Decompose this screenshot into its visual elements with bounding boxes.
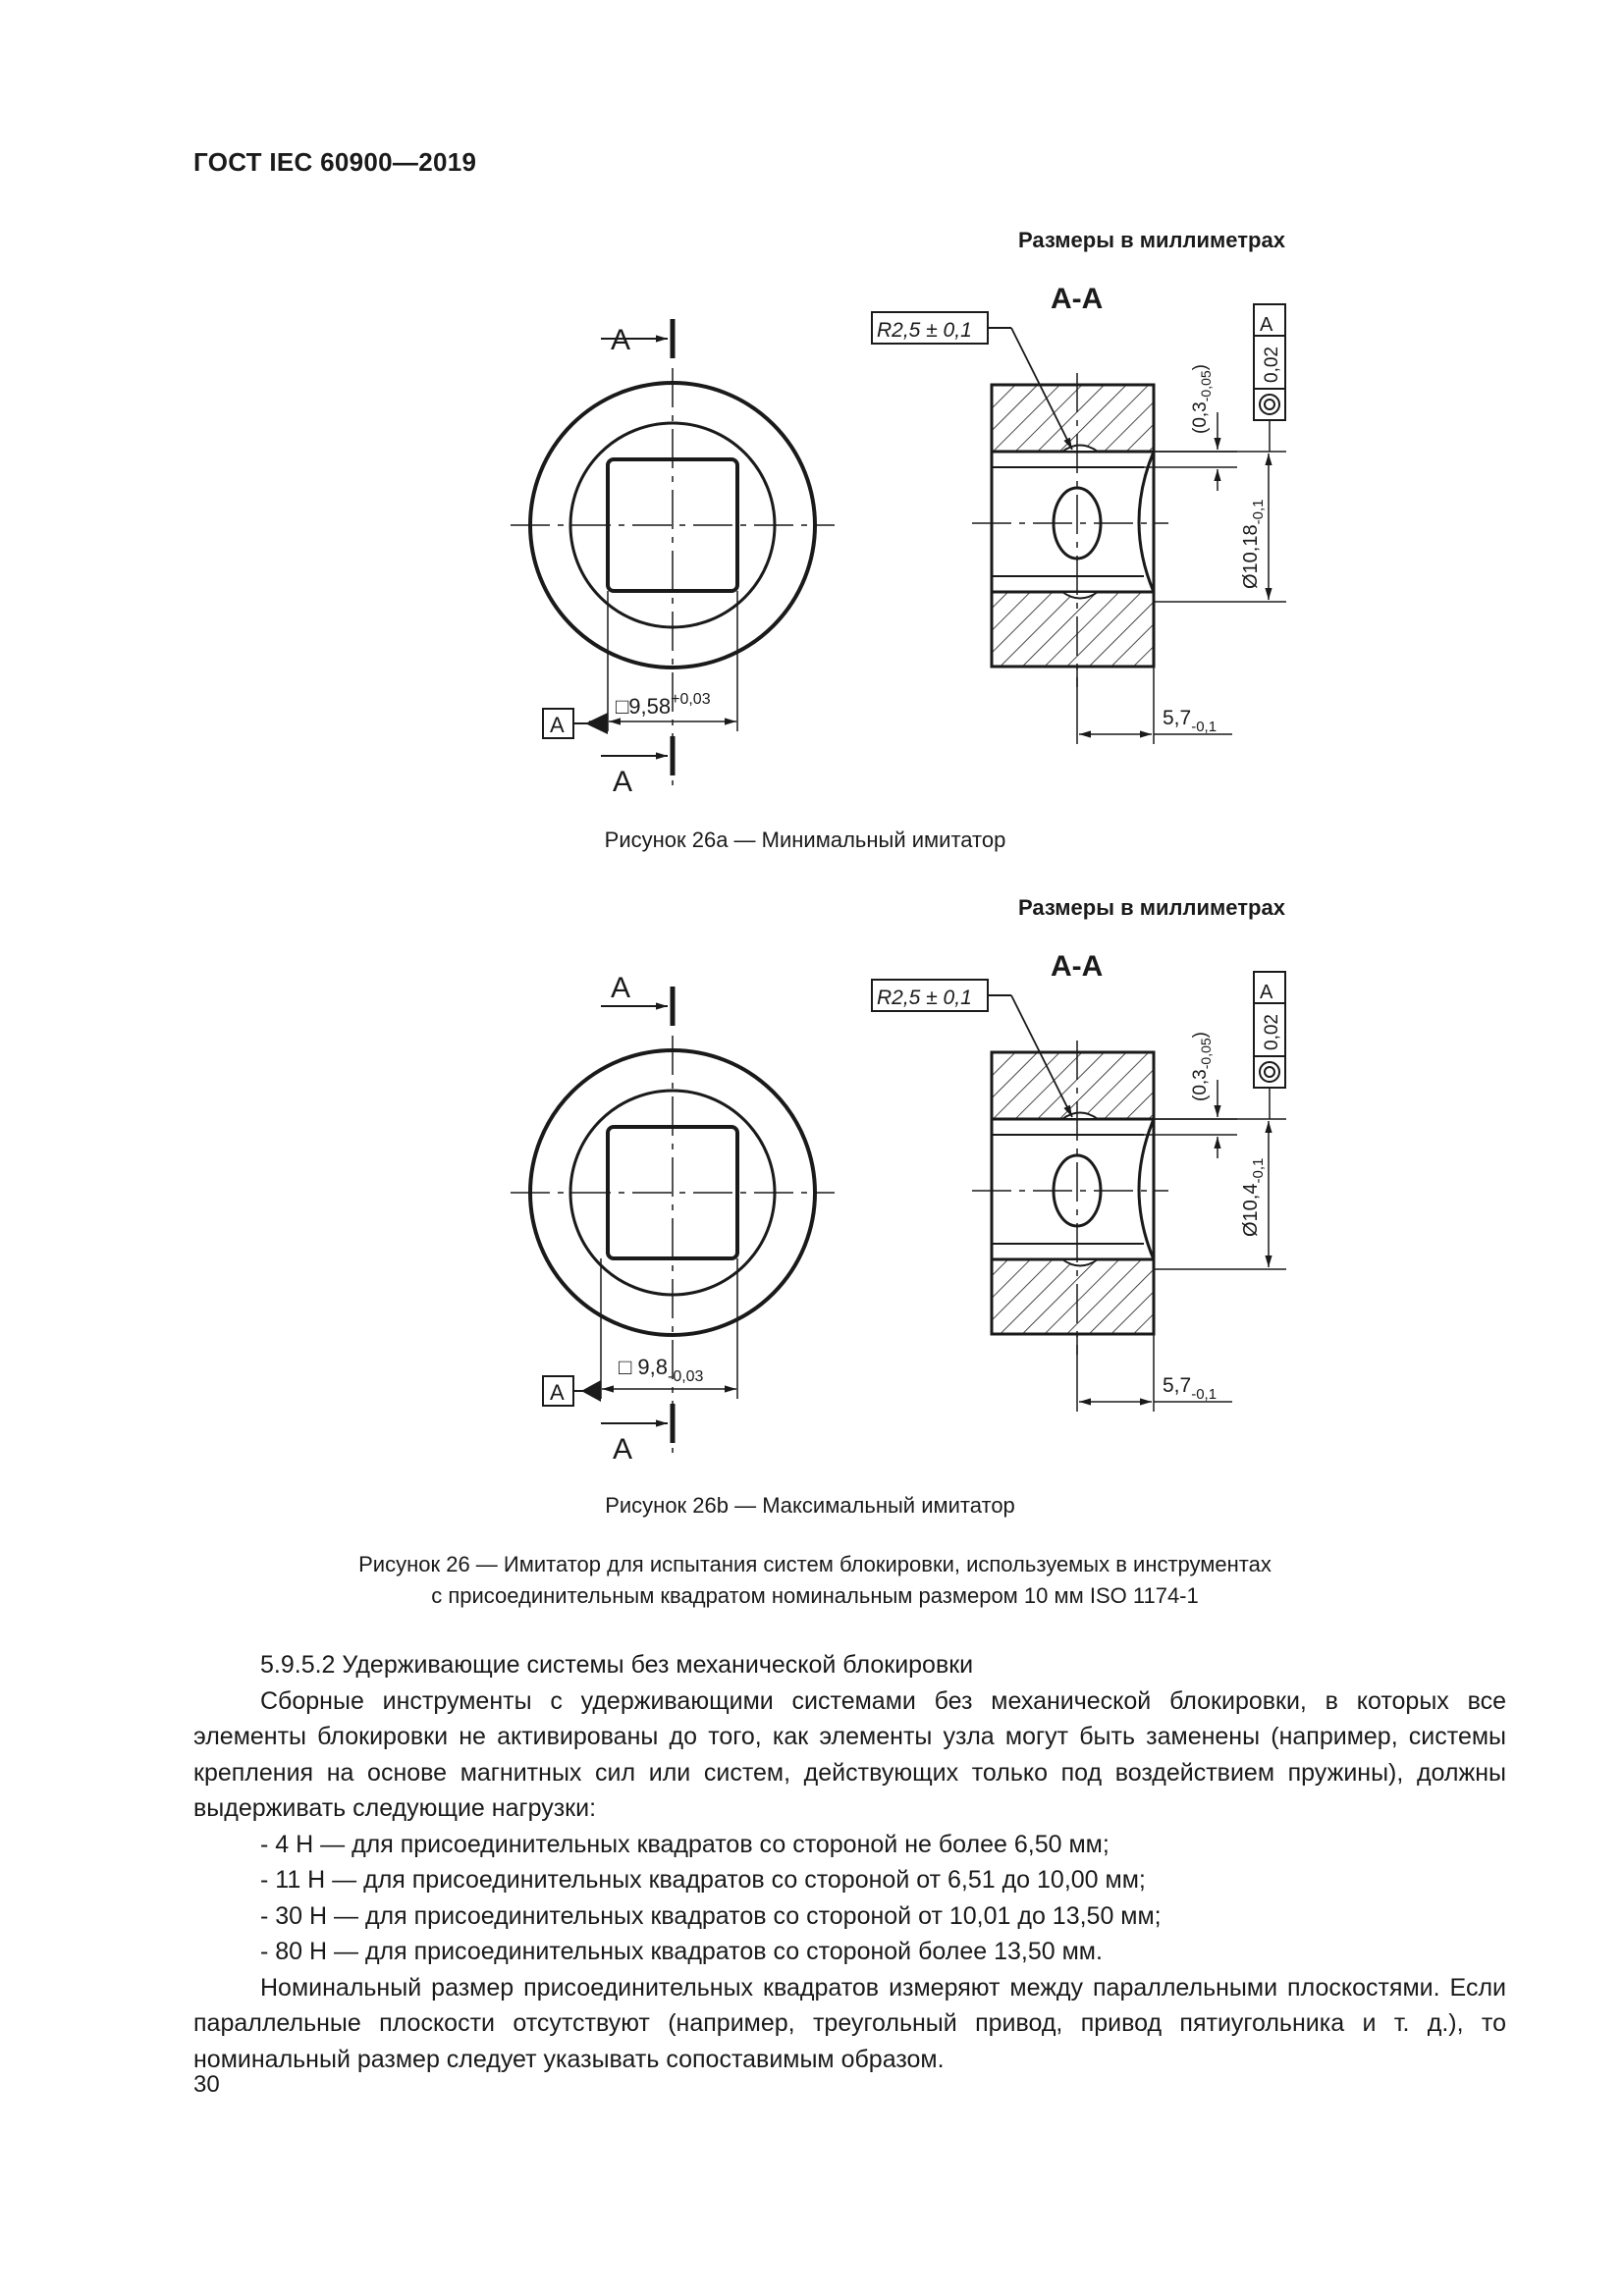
width-dim-b: $5,7_{-0,1}$ <box>1163 1374 1218 1403</box>
figure-title <box>245 1549 1384 1612</box>
paragraph-1: Сборные инструменты с удерживающими системами без механической блокировки, в которых все элементы блокировки не активированы до того, как элементы узла могут быть заменены (например, системы крепления на основе магнитных сил или систем, действующих только под воздействием пружины), должны выдерживать следующие нагрузки: <box>193 1686 1506 1822</box>
list-item: - 80 Н — для присоединительных квадратов со стороной более 13,50 мм. <box>260 1938 1103 1965</box>
drawing-figure-b <box>0 667 1624 1551</box>
radius-label-a: R2,5 ± 0,1 <box>877 319 972 342</box>
depth-dim-b: $(0,3_{-0,05})$ <box>1190 1032 1214 1101</box>
datum-label-b: А <box>550 1380 565 1405</box>
list-item: - 30 Н — для присоединительных квадратов со стороной от 10,01 до 13,50 мм; <box>260 1901 1162 1930</box>
document-header: ГОСТ IEC 60900—2019 <box>193 147 477 177</box>
section-label-b: А-А <box>1051 950 1104 983</box>
cut-label-a-bottom: А <box>613 766 633 798</box>
tolerance-value-a: 0,02 <box>1262 347 1282 383</box>
square-dim-a: $□9,58^{+0,03}$ <box>616 691 711 719</box>
list-item: - 4 Н — для присоединительных квадратов со стороной не более 6,50 мм; <box>260 1830 1110 1858</box>
width-dim-a: $5,7_{-0,1}$ <box>1163 707 1218 735</box>
depth-dim-a: $(0,3_{-0,05})$ <box>1190 364 1214 434</box>
cut-label-b-bottom: А <box>613 1433 633 1466</box>
cut-label-b-top: А <box>611 972 631 1004</box>
section-heading: 5.9.5.2 Удерживающие системы без механической блокировки <box>260 1651 974 1679</box>
radius-label-b: R2,5 ± 0,1 <box>877 987 972 1009</box>
tolerance-value-b: 0,02 <box>1262 1014 1282 1050</box>
paragraph-2: Номинальный размер присоединительных квадратов измеряют между параллельными плоскостями. Если параллельные плоскости отсутствуют (например, треугольный привод, привод пятиугольника и т. д.), то номинальный размер следует указывать сопоставимым образом. <box>193 1973 1506 2073</box>
square-dim-b: □ $9,8_{-0,03}$ <box>619 1355 704 1385</box>
section-view-b <box>872 972 1286 1412</box>
tolerance-datum-a: А <box>1260 314 1273 336</box>
section-label-a: А-А <box>1051 283 1104 315</box>
tolerance-datum-b: А <box>1260 982 1273 1003</box>
datum-label-a: А <box>550 713 565 737</box>
units-note-a: Размеры в миллиметрах <box>1018 228 1285 252</box>
section-body <box>193 1647 1506 2077</box>
list-item: - 11 Н — для присоединительных квадратов со стороной от 6,51 до 10,00 мм; <box>260 1866 1146 1894</box>
figure-a-caption: Рисунок 26a — Минимальный имитатор <box>604 828 1006 852</box>
units-note-b: Размеры в миллиметрах <box>1018 895 1285 920</box>
page-number: 30 <box>193 2071 220 2098</box>
figure-title-line-2: с присоединительным квадратом номинальным размером 10 мм ISO 1174-1 <box>431 1583 1199 1608</box>
figure-b-caption: Рисунок 26b — Максимальный имитатор <box>605 1493 1015 1518</box>
diameter-dim-a: $Ø10,18_{-0,1}$ <box>1240 499 1267 589</box>
diameter-dim-b: $Ø10,4_{-0,1}$ <box>1240 1157 1267 1237</box>
cut-label-a-top: А <box>611 324 631 356</box>
figure-title-line-1: Рисунок 26 — Имитатор для испытания систем блокировки, используемых в инструментах <box>358 1552 1272 1576</box>
